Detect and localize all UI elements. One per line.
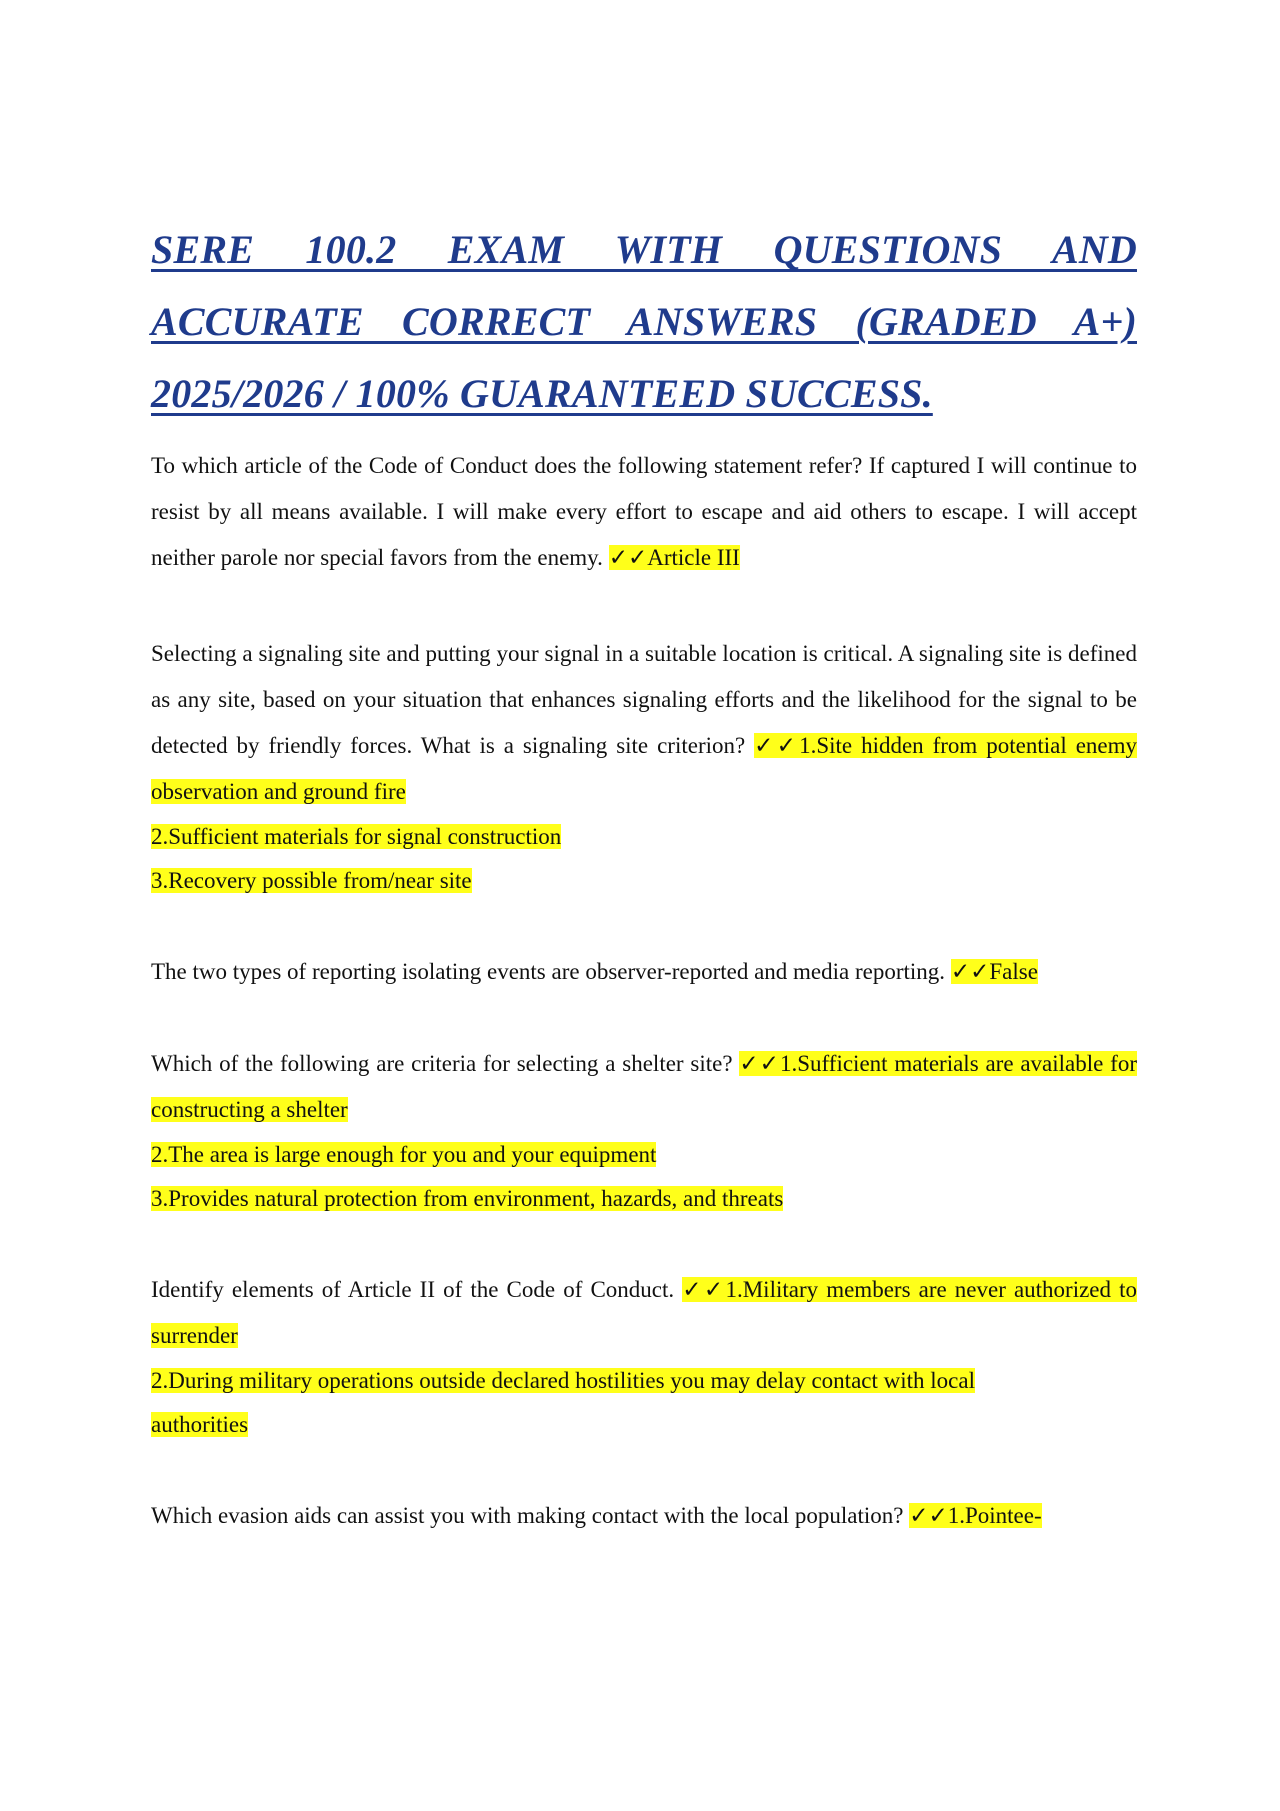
qa-item	[151, 949, 1137, 995]
qa-item	[151, 1493, 1137, 1539]
title-line-2: ACCURATE CORRECT ANSWERS (GRADED A+)	[151, 299, 1137, 344]
answer-highlight: ✓✓Article III	[608, 545, 740, 570]
answer-line: 2.Sufficient materials for signal construction	[151, 824, 562, 849]
answer-highlight: ✓✓1.Site hidden from potential enemy observation and ground fire	[151, 733, 1137, 804]
qa-item	[151, 631, 1137, 903]
answer-line: authorities	[151, 1412, 249, 1437]
question-text: To which article of the Code of Conduct does the following statement refer? If captured I will continue to resist by all means available. I will make every effort to escape and aid others to escape. I will accept neither parole nor special favors from the enemy. ✓✓Article III	[151, 453, 1137, 570]
title-line-3: 2025/2026 / 100% GUARANTEED SUCCESS.	[151, 371, 933, 416]
title-line-1: SERE 100.2 EXAM WITH QUESTIONS AND	[151, 227, 1137, 272]
question-text: Selecting a signaling site and putting your signal in a suitable location is critical. A signaling site is defined as any site, based on your situation that enhances signaling efforts and the likelihood for the signal to be detected by friendly forces. What is a signaling site criterion? ✓✓1.Site hidden from potential enemy observation and ground fire	[151, 641, 1137, 804]
answer-highlight: ✓✓1.Pointee-	[909, 1503, 1042, 1528]
answer-line: 2.During military operations outside declared hostilities you may delay contact with local	[151, 1368, 975, 1393]
answer-line: 3.Provides natural protection from environment, hazards, and threats	[151, 1186, 784, 1211]
question-text: Which evasion aids can assist you with making contact with the local population? ✓✓1.Pointee-	[151, 1503, 1042, 1528]
qa-item	[151, 1041, 1137, 1221]
qa-item	[151, 443, 1137, 581]
answer-highlight: ✓✓False	[950, 959, 1038, 984]
document-title	[151, 214, 1137, 430]
question-text: The two types of reporting isolating events are observer-reported and media reporting. ✓✓False	[151, 959, 1038, 984]
answer-line: 2.The area is large enough for you and your equipment	[151, 1142, 657, 1167]
question-text: Which of the following are criteria for selecting a shelter site? ✓✓1.Sufficient materials are available for constructing a shelter	[151, 1051, 1137, 1122]
answer-highlight: ✓✓1.Military members are never authorized to surrender	[151, 1277, 1138, 1348]
question-text: Identify elements of Article II of the Code of Conduct. ✓✓1.Military members are never authorized to surrender	[151, 1277, 1138, 1348]
answer-line: 3.Recovery possible from/near site	[151, 868, 472, 893]
answer-highlight: ✓✓1.Sufficient materials are available for constructing a shelter	[151, 1051, 1137, 1122]
qa-list	[151, 443, 1137, 1539]
qa-item	[151, 1267, 1137, 1447]
